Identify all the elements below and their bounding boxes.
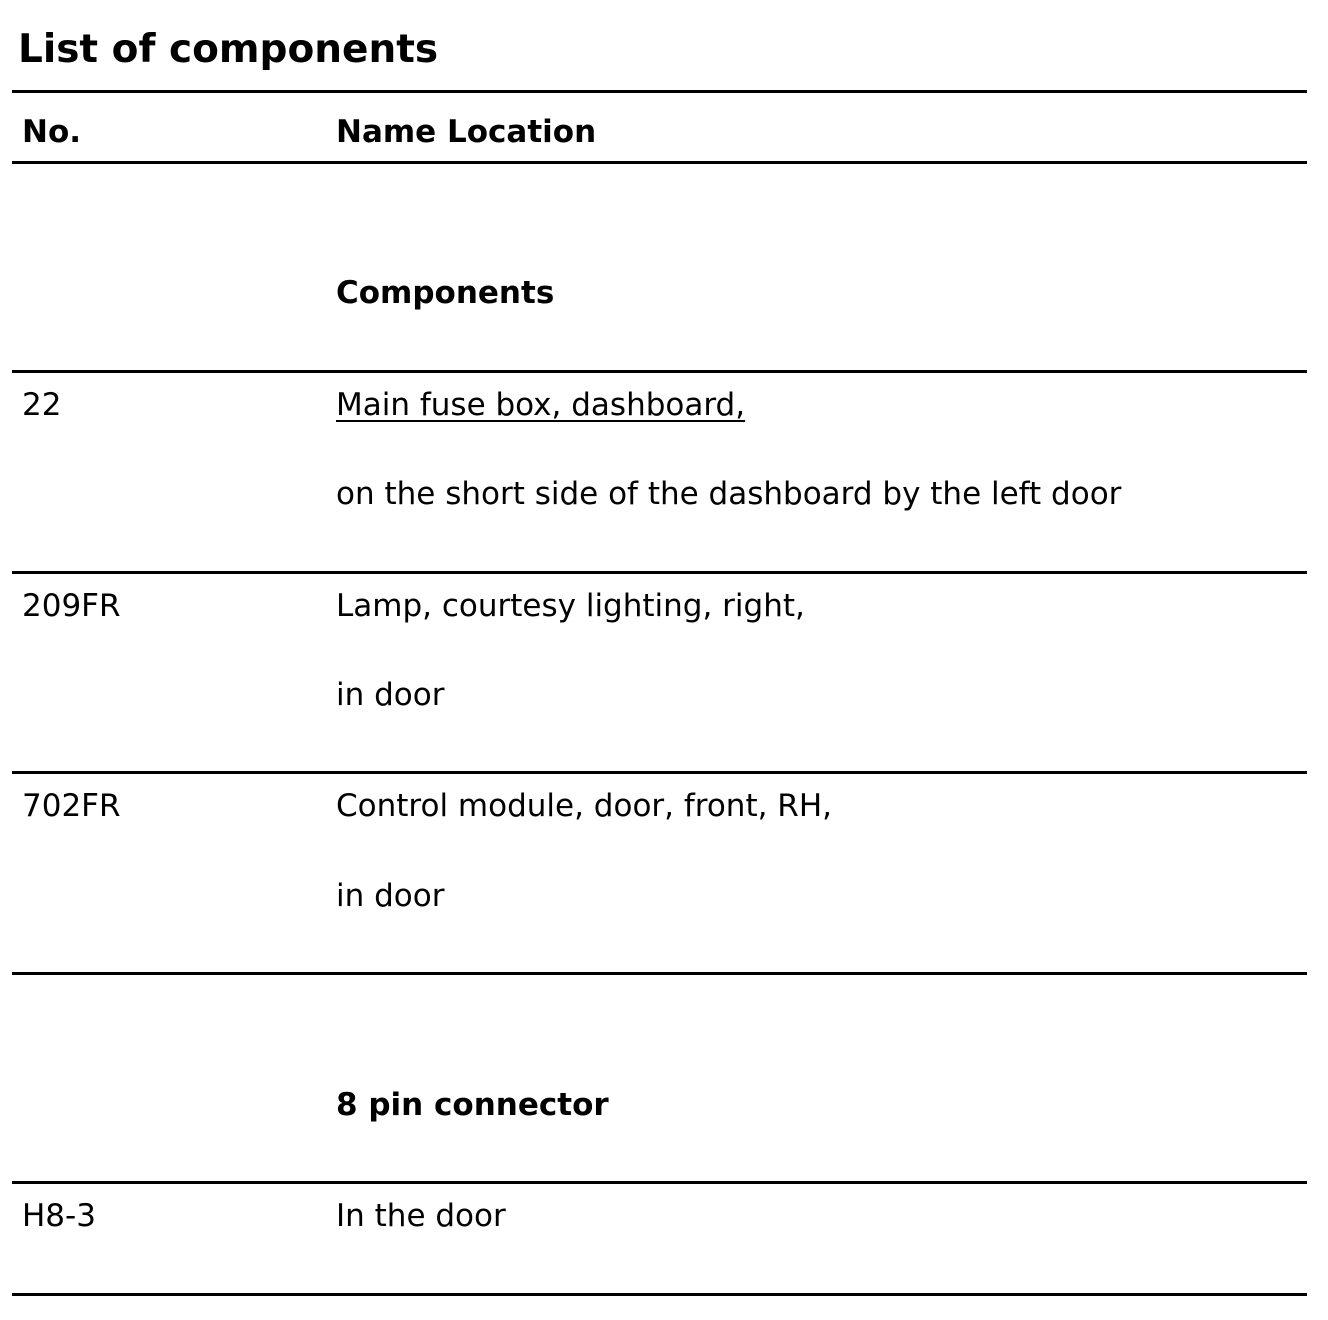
component-number: 22 [22, 387, 62, 423]
component-name: Lamp, courtesy lighting, right, [336, 588, 805, 624]
component-name: In the door [336, 1198, 506, 1234]
component-location: in door [336, 677, 445, 713]
divider [12, 972, 1307, 975]
divider [12, 161, 1307, 164]
component-location: on the short side of the dashboard by the left door [336, 476, 1122, 512]
divider [12, 1181, 1307, 1184]
component-number: H8-3 [22, 1198, 96, 1234]
divider [12, 370, 1307, 373]
column-header-name-location: Name Location [336, 114, 597, 150]
divider [12, 571, 1307, 574]
divider [12, 90, 1307, 93]
column-header-no: No. [22, 114, 82, 150]
component-location: in door [336, 878, 445, 914]
component-name: Control module, door, front, RH, [336, 788, 833, 824]
divider [12, 1293, 1307, 1296]
divider [12, 771, 1307, 774]
component-number: 702FR [22, 788, 121, 824]
page-title: List of components [18, 27, 439, 72]
section-heading-8-pin-connector: 8 pin connector [336, 1087, 609, 1123]
component-name-link[interactable]: Main fuse box, dashboard, [336, 387, 746, 423]
component-number: 209FR [22, 588, 121, 624]
section-heading-components: Components [336, 275, 555, 311]
